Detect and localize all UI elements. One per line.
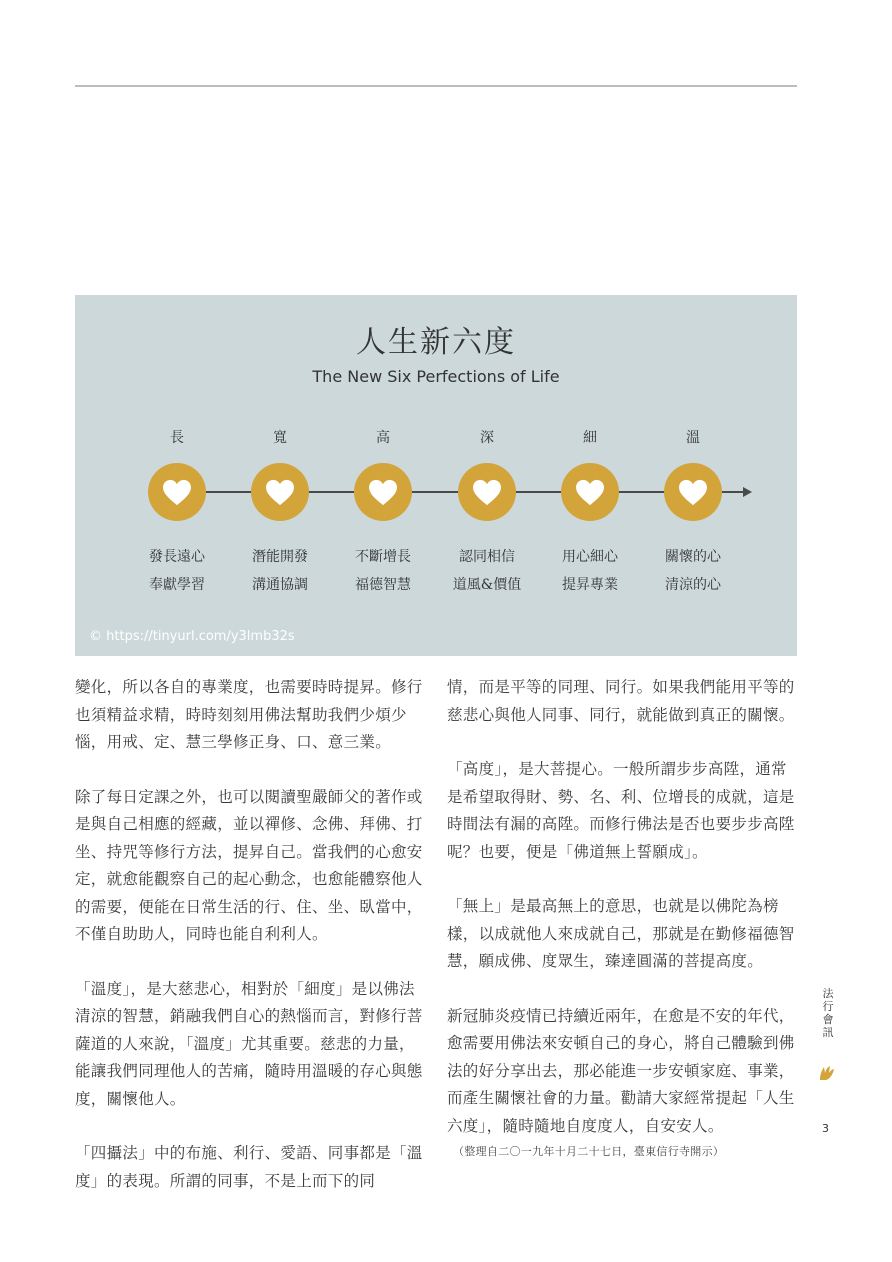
node-desc-line2: 奉獻學習 xyxy=(149,577,205,593)
body-paragraph: 情，而是平等的同理、同行。如果我們能用平等的慈悲心與他人同事、同行，就能做到真正的關懷。 xyxy=(447,678,795,724)
publication-logo-icon xyxy=(818,1064,836,1082)
node-label: 細 xyxy=(583,430,597,446)
body-paragraph: 除了每日定課之外，也可以閱讀聖嚴師父的著作或是與自己相應的經藏，並以禪修、念佛、拜佛、打坐、持咒等修行方法，提昇自己。當我們的心愈安定，就愈能觀察自己的起心動念，也愈能體察他人的需要，便能在日常生活的行、住、坐、臥當中，不僅自助助人，同時也能自利利人。 xyxy=(75,787,423,943)
node-description xyxy=(427,543,547,599)
infographic-subtitle: The New Six Perfections of Life xyxy=(312,367,560,386)
node-label: 寬 xyxy=(273,430,287,446)
closing-note: （整理自二〇一九年十月二十七日，臺東信行寺開示） xyxy=(453,1145,725,1158)
node-label: 溫 xyxy=(686,430,700,446)
node-description xyxy=(117,543,237,599)
publication-name-vertical xyxy=(820,987,836,1039)
top-rule xyxy=(75,85,797,87)
six-perfections-infographic xyxy=(75,295,797,656)
node-description xyxy=(530,543,650,599)
heart-icon xyxy=(472,479,502,506)
publication-char: 行 xyxy=(822,1000,834,1013)
body-paragraph: 「溫度」，是大慈悲心，相對於「細度」是以佛法清涼的智慧，銷融我們自心的熱惱而言，對修行菩薩道的人來說，「溫度」尤其重要。慈悲的力量，能讓我們同理他人的苦痛，隨時用溫暖的存心與態度，關懷他人。 xyxy=(75,979,423,1108)
body-paragraph: 「高度」，是大菩提心。一般所謂步步高陞，通常是希望取得財、勢、名、利、位增長的成就，這是時間法有漏的高陞。而修行佛法是否也要步步高陞呢？也要，便是「佛道無上誓願成」。 xyxy=(447,760,795,861)
node-desc-line2: 福德智慧 xyxy=(355,577,411,593)
publication-char: 訊 xyxy=(822,1026,834,1039)
node-desc-line1: 不斷增長 xyxy=(355,549,411,565)
body-paragraph: 新冠肺炎疫情已持續近兩年，在愈是不安的年代，愈需要用佛法來安頓自己的身心，將自己體驗到佛法的好分享出去，那必能進一步安頓家庭、事業，而產生關懷社會的力量。勸請大家經常提起「人生六度」，隨時隨地自度度人，自安安人。 xyxy=(447,1006,795,1135)
node-desc-line2: 清涼的心 xyxy=(665,577,721,593)
heart-circle xyxy=(664,463,722,521)
timeline-arrow-icon xyxy=(743,487,752,497)
node-description xyxy=(323,543,443,599)
heart-icon xyxy=(575,479,605,506)
left-text-column xyxy=(75,674,425,1195)
node-desc-line2: 溝通協調 xyxy=(252,577,308,593)
node-desc-line1: 用心細心 xyxy=(562,549,618,565)
heart-icon xyxy=(678,479,708,506)
publication-char: 法 xyxy=(822,987,834,1000)
node-desc-line1: 發長遠心 xyxy=(149,549,205,565)
node-label: 深 xyxy=(480,430,494,446)
heart-circle xyxy=(354,463,412,521)
heart-icon xyxy=(368,479,398,506)
heart-circle xyxy=(561,463,619,521)
heart-circle xyxy=(251,463,309,521)
node-desc-line2: 道風&價值 xyxy=(452,577,522,593)
node-label: 長 xyxy=(170,430,184,446)
heart-circle xyxy=(148,463,206,521)
heart-circle xyxy=(458,463,516,521)
node-desc-line1: 潛能開發 xyxy=(252,549,308,565)
publication-char: 會 xyxy=(822,1013,834,1026)
node-description xyxy=(633,543,753,599)
infographic-title: 人生新六度 xyxy=(356,325,516,360)
image-source-link[interactable]: © https://tinyurl.com/y3lmb32s xyxy=(89,629,295,644)
body-paragraph: 「無上」是最高無上的意思，也就是以佛陀為榜樣，以成就他人來成就自己，那就是在勤修福德智慧，願成佛、度眾生，臻達圓滿的菩提高度。 xyxy=(447,897,795,970)
node-desc-line2: 提昇專業 xyxy=(562,577,618,593)
body-paragraph: 變化，所以各自的專業度，也需要時時提昇。修行也須精益求精，時時刻刻用佛法幫助我們少煩少惱，用戒、定、慧三學修正身、口、意三業。 xyxy=(75,678,423,751)
body-paragraph: 「四攝法」中的布施、利行、愛語、同事都是「溫度」的表現。所謂的同事，不是上而下的同 xyxy=(75,1144,423,1190)
page-number: 3 xyxy=(822,1122,829,1135)
node-label: 高 xyxy=(376,430,390,446)
heart-icon xyxy=(162,479,192,506)
node-desc-line1: 認同相信 xyxy=(459,549,515,565)
node-description xyxy=(220,543,340,599)
right-text-column xyxy=(447,674,797,1160)
heart-icon xyxy=(265,479,295,506)
node-desc-line1: 關懷的心 xyxy=(665,549,721,565)
